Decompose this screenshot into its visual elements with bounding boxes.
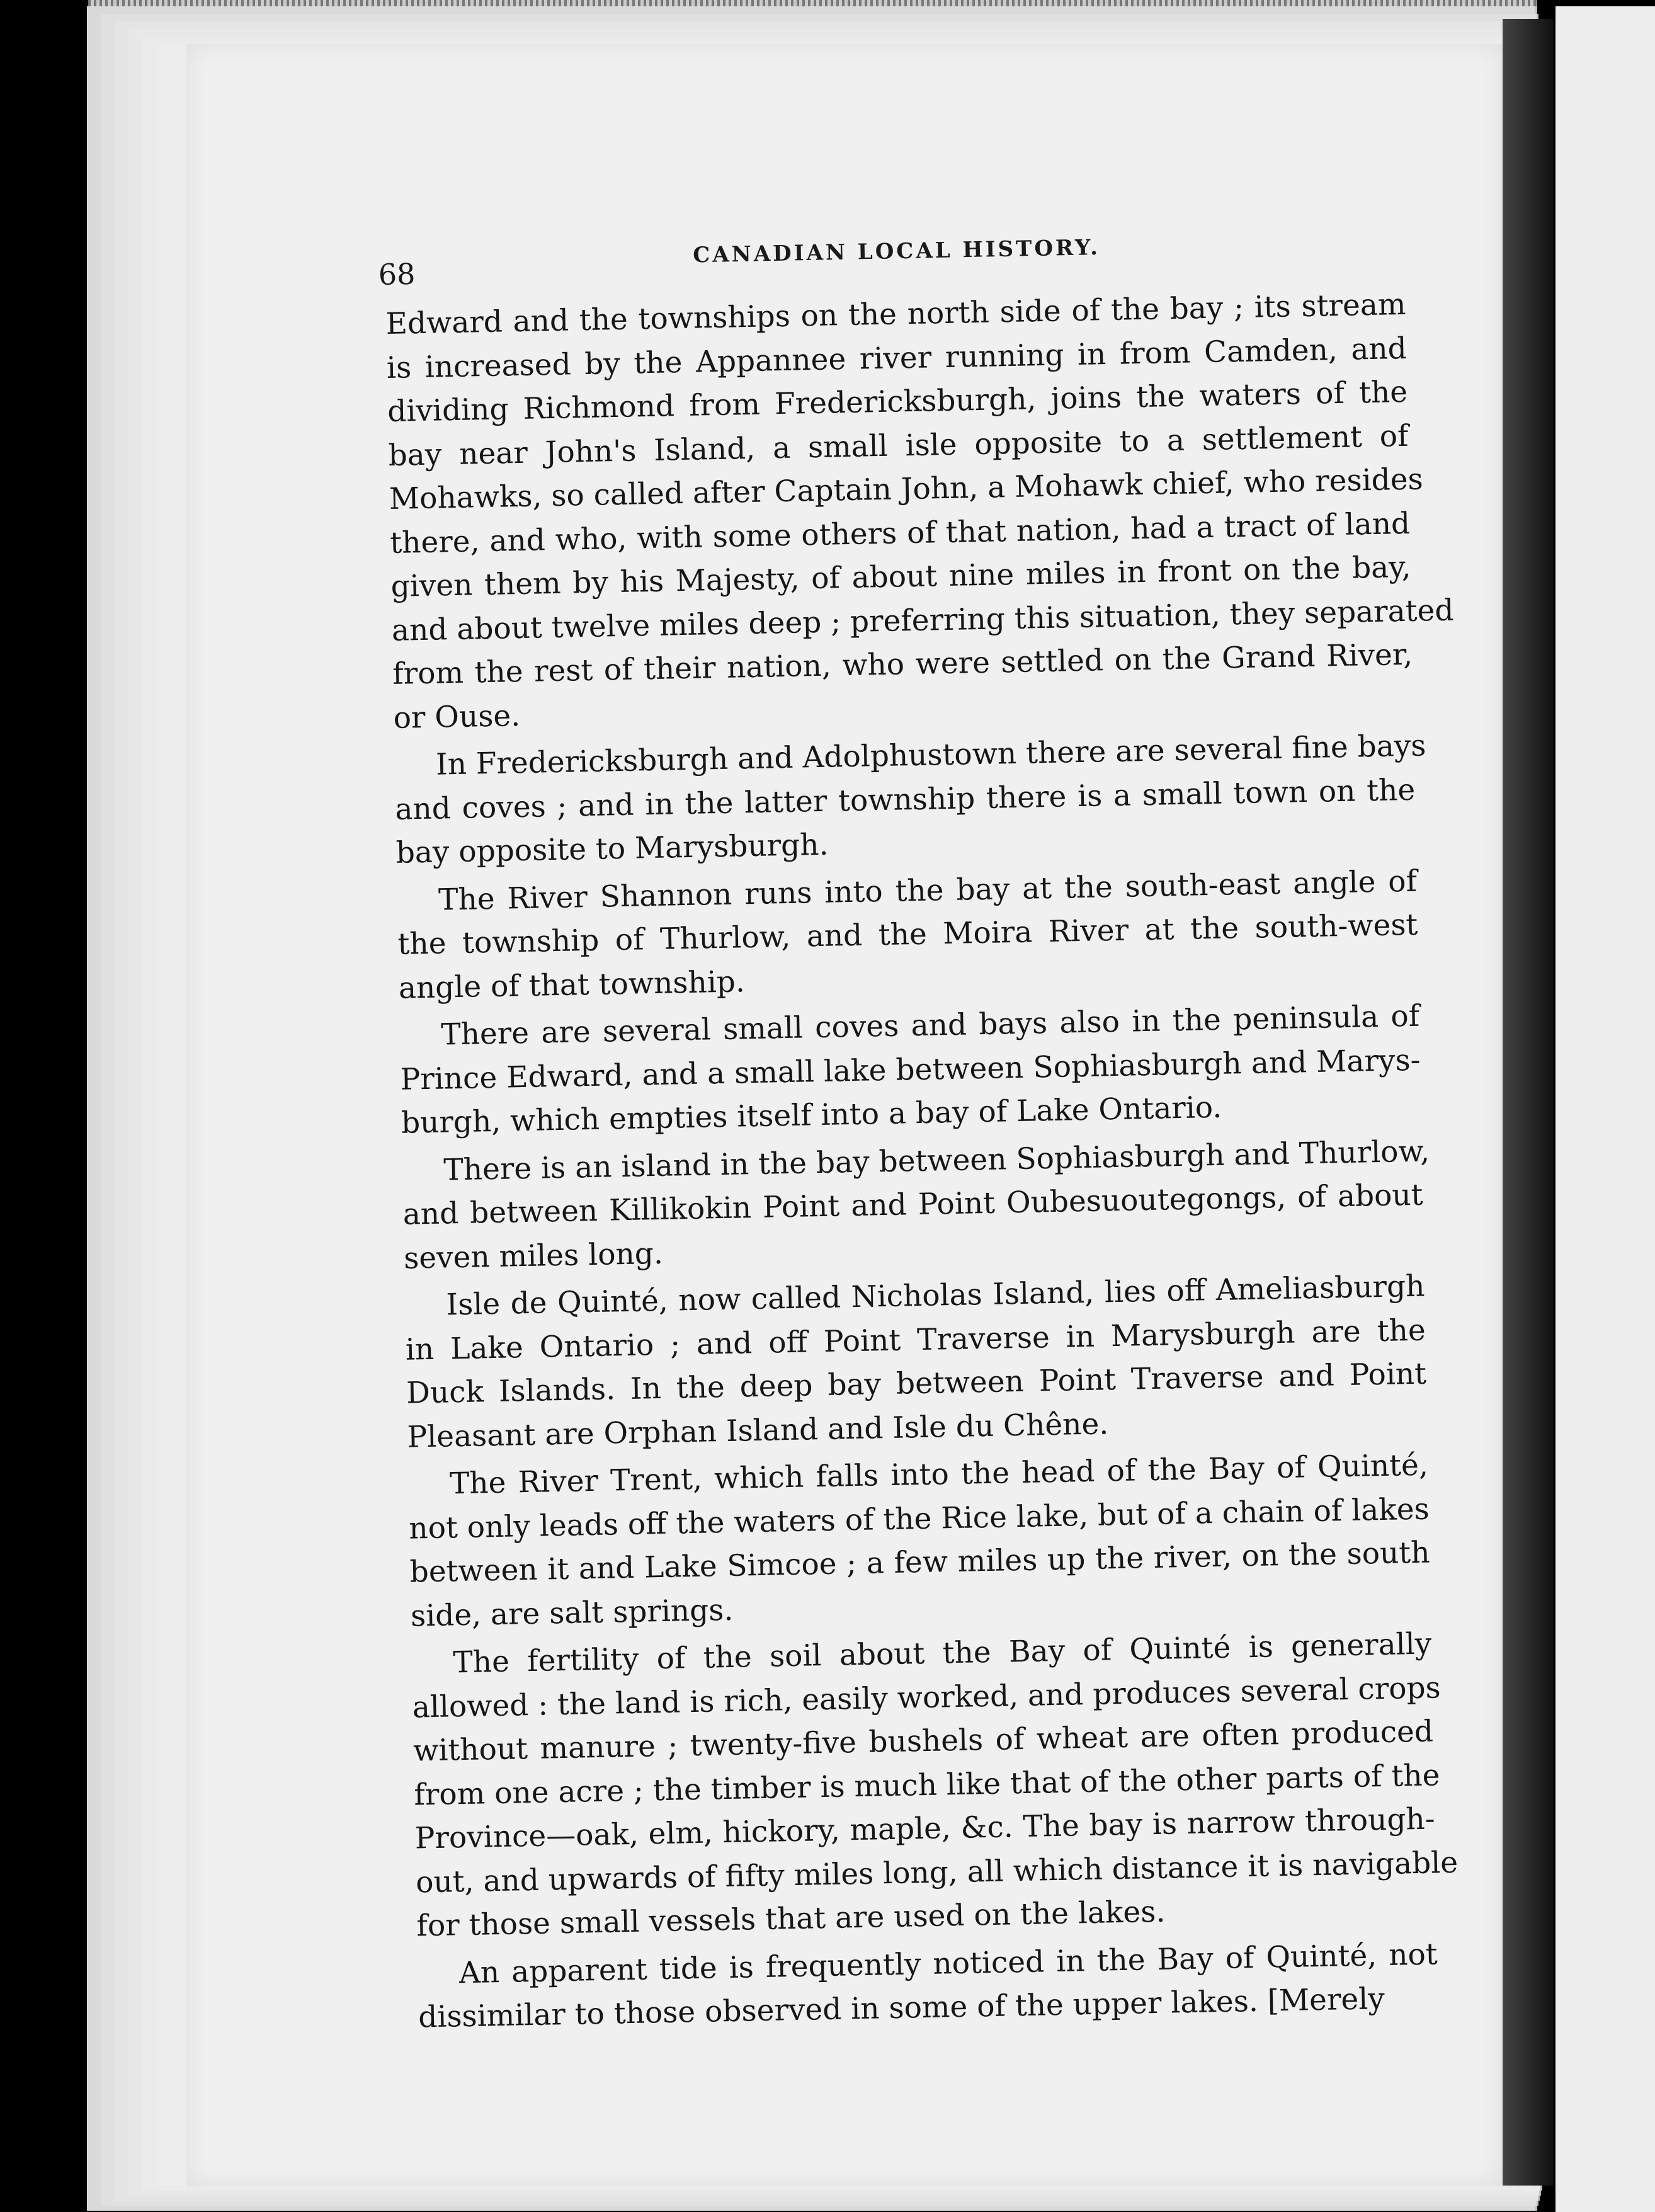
text-line: in Lake Ontario ; and off Point Traverse in Marysburgh are the [405, 1313, 1426, 1367]
text-line: Mohawks, so called after Captain John, a Mohawk chief, who resides [389, 462, 1424, 516]
text-line: Province—oak, elm, hickory, maple, &c. The bay is narrow through- [414, 1801, 1436, 1856]
page-number: 68 [378, 256, 416, 292]
text-line: given them by his Majesty, of about nine miles in front on the bay, [390, 549, 1411, 604]
text-line: angle of that township. [398, 964, 746, 1006]
paragraph [417, 1932, 1438, 2039]
text-line: An apparent tide is frequently noticed in the Bay of Quinté, not [458, 1936, 1438, 1990]
paragraph [411, 1622, 1459, 1949]
text-line: not only leads off the waters of the Rice lake, but of a chain of lakes [408, 1491, 1430, 1546]
text-line: and between Killikokin Point and Point Oubesuoutegongs, of about [402, 1177, 1424, 1232]
text-line: The River Trent, which falls into the head of the Bay of Quinté, [449, 1447, 1429, 1502]
text-line: between it and Lake Simcoe ; a few miles up the river, on the south [409, 1535, 1430, 1590]
text-line: from the rest of their nation, who were settled on the Grand River, [392, 637, 1413, 692]
paragraph [407, 1444, 1431, 1638]
text-line: In Fredericksburgh and Adolphustown there are several fine bays [435, 728, 1426, 782]
paragraph [399, 995, 1422, 1146]
text-line: from one acre ; the timber is much like that of the other parts of the [413, 1757, 1440, 1813]
text-line: there, and who, with some others of that nation, had a tract of land [389, 506, 1411, 561]
paragraph [402, 1129, 1430, 1280]
paragraph [394, 724, 1426, 875]
text-line: The fertility of the soil about the Bay of Quinté is generally [452, 1626, 1432, 1680]
text-line: burgh, which empties itself into a bay of Lake Ontario. [401, 1090, 1222, 1141]
text-line: is increased by the Appannee river running in from Camden, and [386, 331, 1408, 385]
text-line: Duck Islands. In the deep bay between Point Traverse and Point [406, 1356, 1427, 1411]
text-line: bay near John's Island, a small isle opposite to a settlement of [388, 418, 1409, 473]
text-line: and about twelve miles deep ; preferring this situation, they separated [391, 593, 1454, 648]
running-head: CANADIAN LOCAL HISTORY. [692, 234, 1101, 268]
paragraph [404, 1265, 1428, 1459]
text-line: the township of Thurlow, and the Moira River at the south-west [397, 907, 1418, 962]
body-text [385, 283, 1459, 2043]
text-line: Pleasant are Orphan Island and Isle du Chêne. [407, 1406, 1109, 1455]
text-line: and coves ; and in the latter township there is a small town on the [394, 772, 1416, 827]
text-line: The River Shannon runs into the bay at the south-east angle of [438, 864, 1418, 918]
text-line: without manure ; twenty-five bushels of wheat are often produced [412, 1714, 1434, 1769]
text-line: Prince Edward, and a small lake between Sophiasburgh and Marys- [400, 1042, 1421, 1097]
paragraph [397, 859, 1419, 1010]
text-line: There is an island in the bay between Sophiasburgh and Thurlow, [443, 1133, 1430, 1187]
text-line: out, and upwards of fifty miles long, all which distance it is navigable [415, 1845, 1459, 1900]
facing-page [1555, 6, 1655, 2212]
text-line: bay opposite to Marysburgh. [395, 827, 829, 870]
text-line: Isle de Quinté, now called Nicholas Island, lies off Ameliasburgh [446, 1268, 1425, 1323]
text-line: seven miles long. [403, 1236, 664, 1276]
book-gutter-shadow [1503, 19, 1553, 2186]
text-line: There are several small coves and bays also in the peninsula of [440, 998, 1420, 1052]
text-line: Edward and the townships on the north side of the bay ; its stream [385, 287, 1406, 341]
text-line: allowed : the land is rich, easily worked, and produces several crops [412, 1670, 1442, 1725]
text-line: for those small vessels that are used on the lakes. [416, 1894, 1166, 1944]
text-line: dividing Richmond from Fredericksburgh, joins the waters of the [387, 374, 1408, 429]
text-line: dissimilar to those observed in some of the upper lakes. [Merely [418, 1981, 1385, 2035]
text-line: or Ouse. [393, 698, 521, 736]
text-line: side, are salt springs. [410, 1592, 734, 1634]
paragraph [385, 283, 1454, 740]
